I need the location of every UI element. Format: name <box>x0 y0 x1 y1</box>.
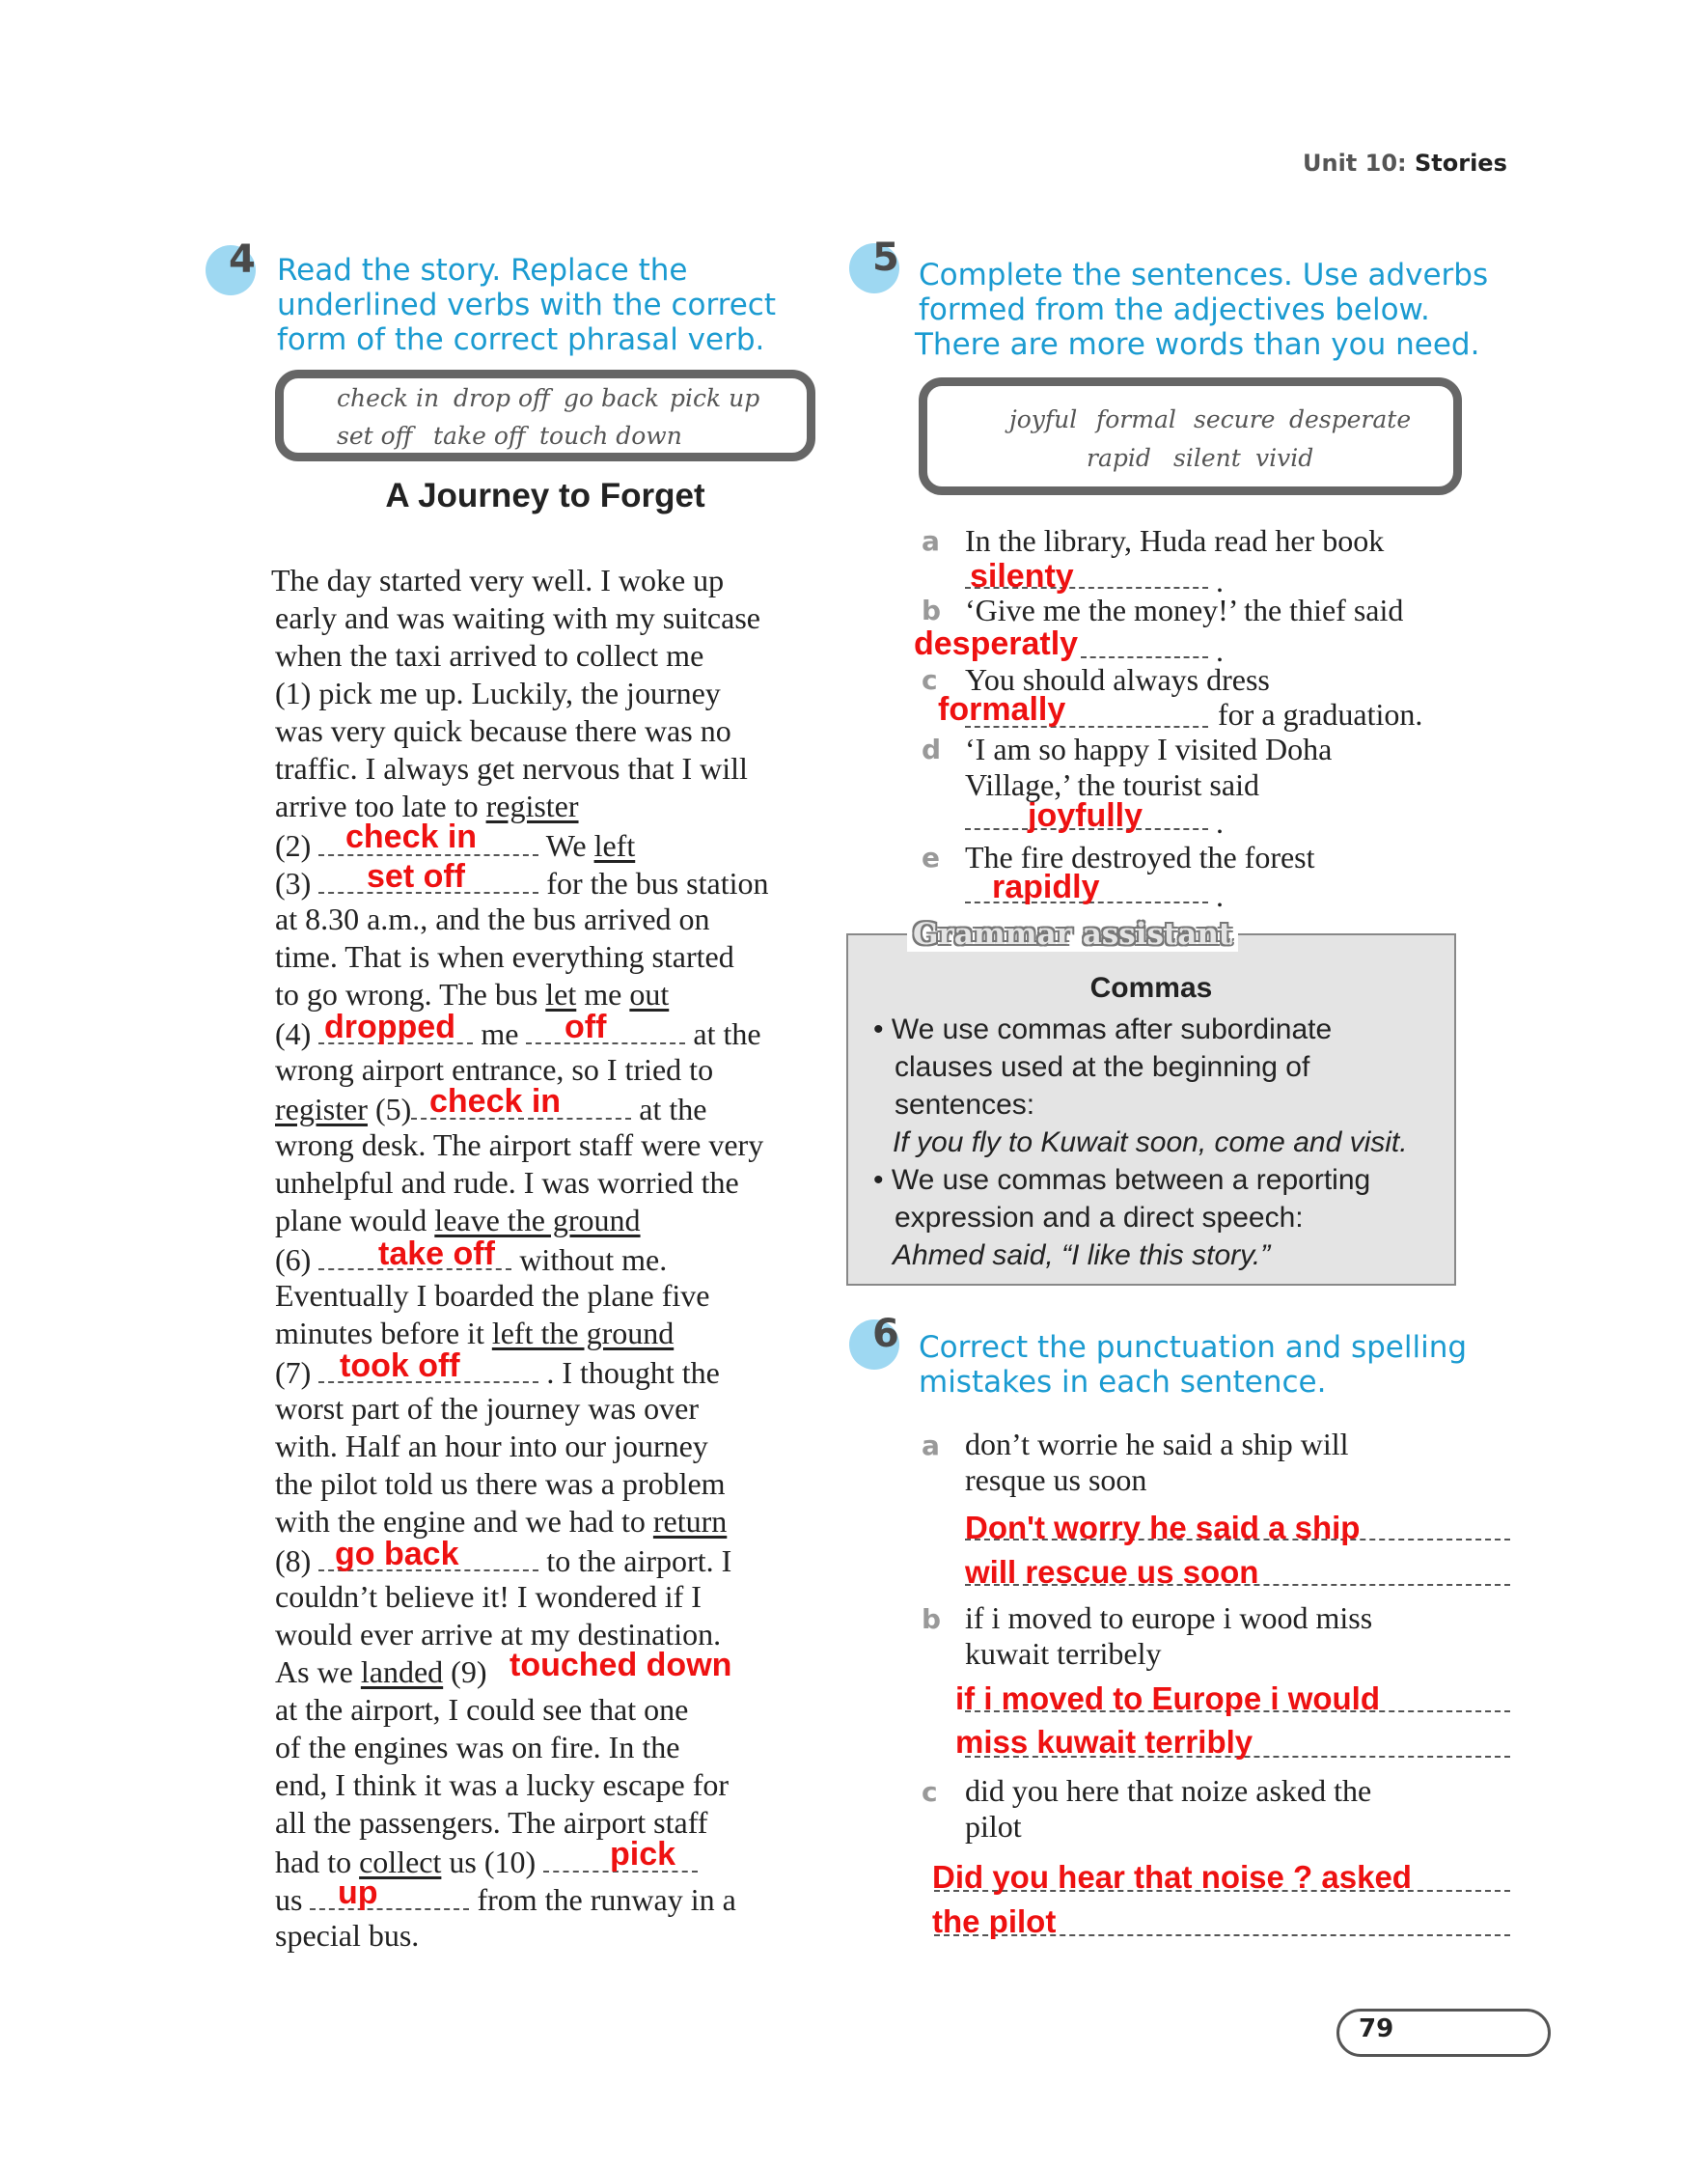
answer-6-b-line1: if i moved to Europe i would <box>955 1680 1381 1716</box>
grammar-rule: clauses used at the beginning of <box>895 1051 1310 1083</box>
answer-4-4b: off <box>565 1009 607 1045</box>
answer-6-a-line1: Don't worry he said a ship <box>965 1510 1361 1545</box>
grammar-rule: expression and a direct speech: <box>895 1202 1304 1234</box>
word-option: formal <box>1096 405 1176 433</box>
grammar-example: Ahmed said, “I like this story.” <box>893 1239 1271 1271</box>
page-number: 79 <box>1359 2014 1394 2043</box>
word-option: take off <box>433 422 526 450</box>
word-option: rapid <box>1087 444 1151 472</box>
grammar-example: If you fly to Kuwait soon, come and visit. <box>893 1126 1408 1158</box>
word-option: joyful <box>1009 405 1078 433</box>
exercise-6-instruction: Correct the punctuation and spelling mistakes in each sentence. <box>919 1330 1468 1400</box>
answer-4-6: take off <box>378 1235 495 1272</box>
answer-5-e: rapidly <box>992 869 1100 905</box>
word-option: check in <box>337 384 440 412</box>
answer-4-10b: up <box>338 1874 378 1911</box>
answer-4-2: check in <box>345 819 478 855</box>
exercise-6-badge: 6 <box>849 1316 907 1374</box>
grammar-rule: • We use commas after subordinate <box>873 1013 1333 1045</box>
answer-4-8: go back <box>335 1536 459 1572</box>
answer-5-d: joyfully <box>1028 797 1143 834</box>
answer-5-b: desperatly <box>914 625 1079 662</box>
exercise-5-badge: 5 <box>849 239 907 297</box>
answer-4-9: touched down <box>510 1647 732 1683</box>
answer-6-c-line1: Did you hear that noise ? asked <box>932 1859 1412 1895</box>
answer-6-c-line2: the pilot <box>932 1903 1057 1939</box>
answer-4-5: check in <box>429 1083 562 1120</box>
word-option: secure <box>1194 405 1276 433</box>
exercise-4-word-box <box>275 370 815 461</box>
answer-6-b-line2: miss kuwait terribly <box>955 1724 1253 1760</box>
grammar-assistant-title: Grammar assistant <box>907 917 1238 952</box>
word-option: drop off <box>454 384 550 412</box>
word-option: pick up <box>670 384 760 412</box>
answer-5-c: formally <box>938 691 1066 728</box>
story-title: A Journey to Forget <box>385 477 705 514</box>
answer-5-a: silenty <box>970 558 1074 595</box>
word-option: go back <box>564 384 660 412</box>
unit-header <box>1303 150 1507 177</box>
grammar-rule: • We use commas between a reporting <box>873 1164 1371 1196</box>
grammar-rule: sentences: <box>895 1089 1035 1121</box>
word-option: touch down <box>539 422 682 450</box>
exercise-4-instruction: Read the story. Replace the underlined verbs with the correct form of the correct phrasal verb. <box>277 253 777 357</box>
grammar-heading: Commas <box>1089 972 1213 1004</box>
word-option: desperate <box>1289 405 1412 433</box>
word-option: silent <box>1173 444 1241 472</box>
exercise-4-badge: 4 <box>206 241 263 299</box>
word-option: set off <box>337 422 413 450</box>
answer-4-10a: pick <box>610 1836 676 1873</box>
answer-4-4a: dropped <box>324 1009 455 1045</box>
unit-topic: Stories <box>1414 150 1507 177</box>
answer-6-a-line2: will rescue us soon <box>965 1554 1259 1590</box>
answer-4-7: took off <box>340 1347 460 1384</box>
exercise-5-instruction: Complete the sentences. Use adverbs formed from the adjectives below. There are more words than you need. <box>915 258 1489 362</box>
exercise-5-word-box <box>919 377 1462 495</box>
unit-label: Unit 10: <box>1303 150 1407 177</box>
word-option: vivid <box>1255 444 1314 472</box>
answer-4-3: set off <box>367 858 465 895</box>
